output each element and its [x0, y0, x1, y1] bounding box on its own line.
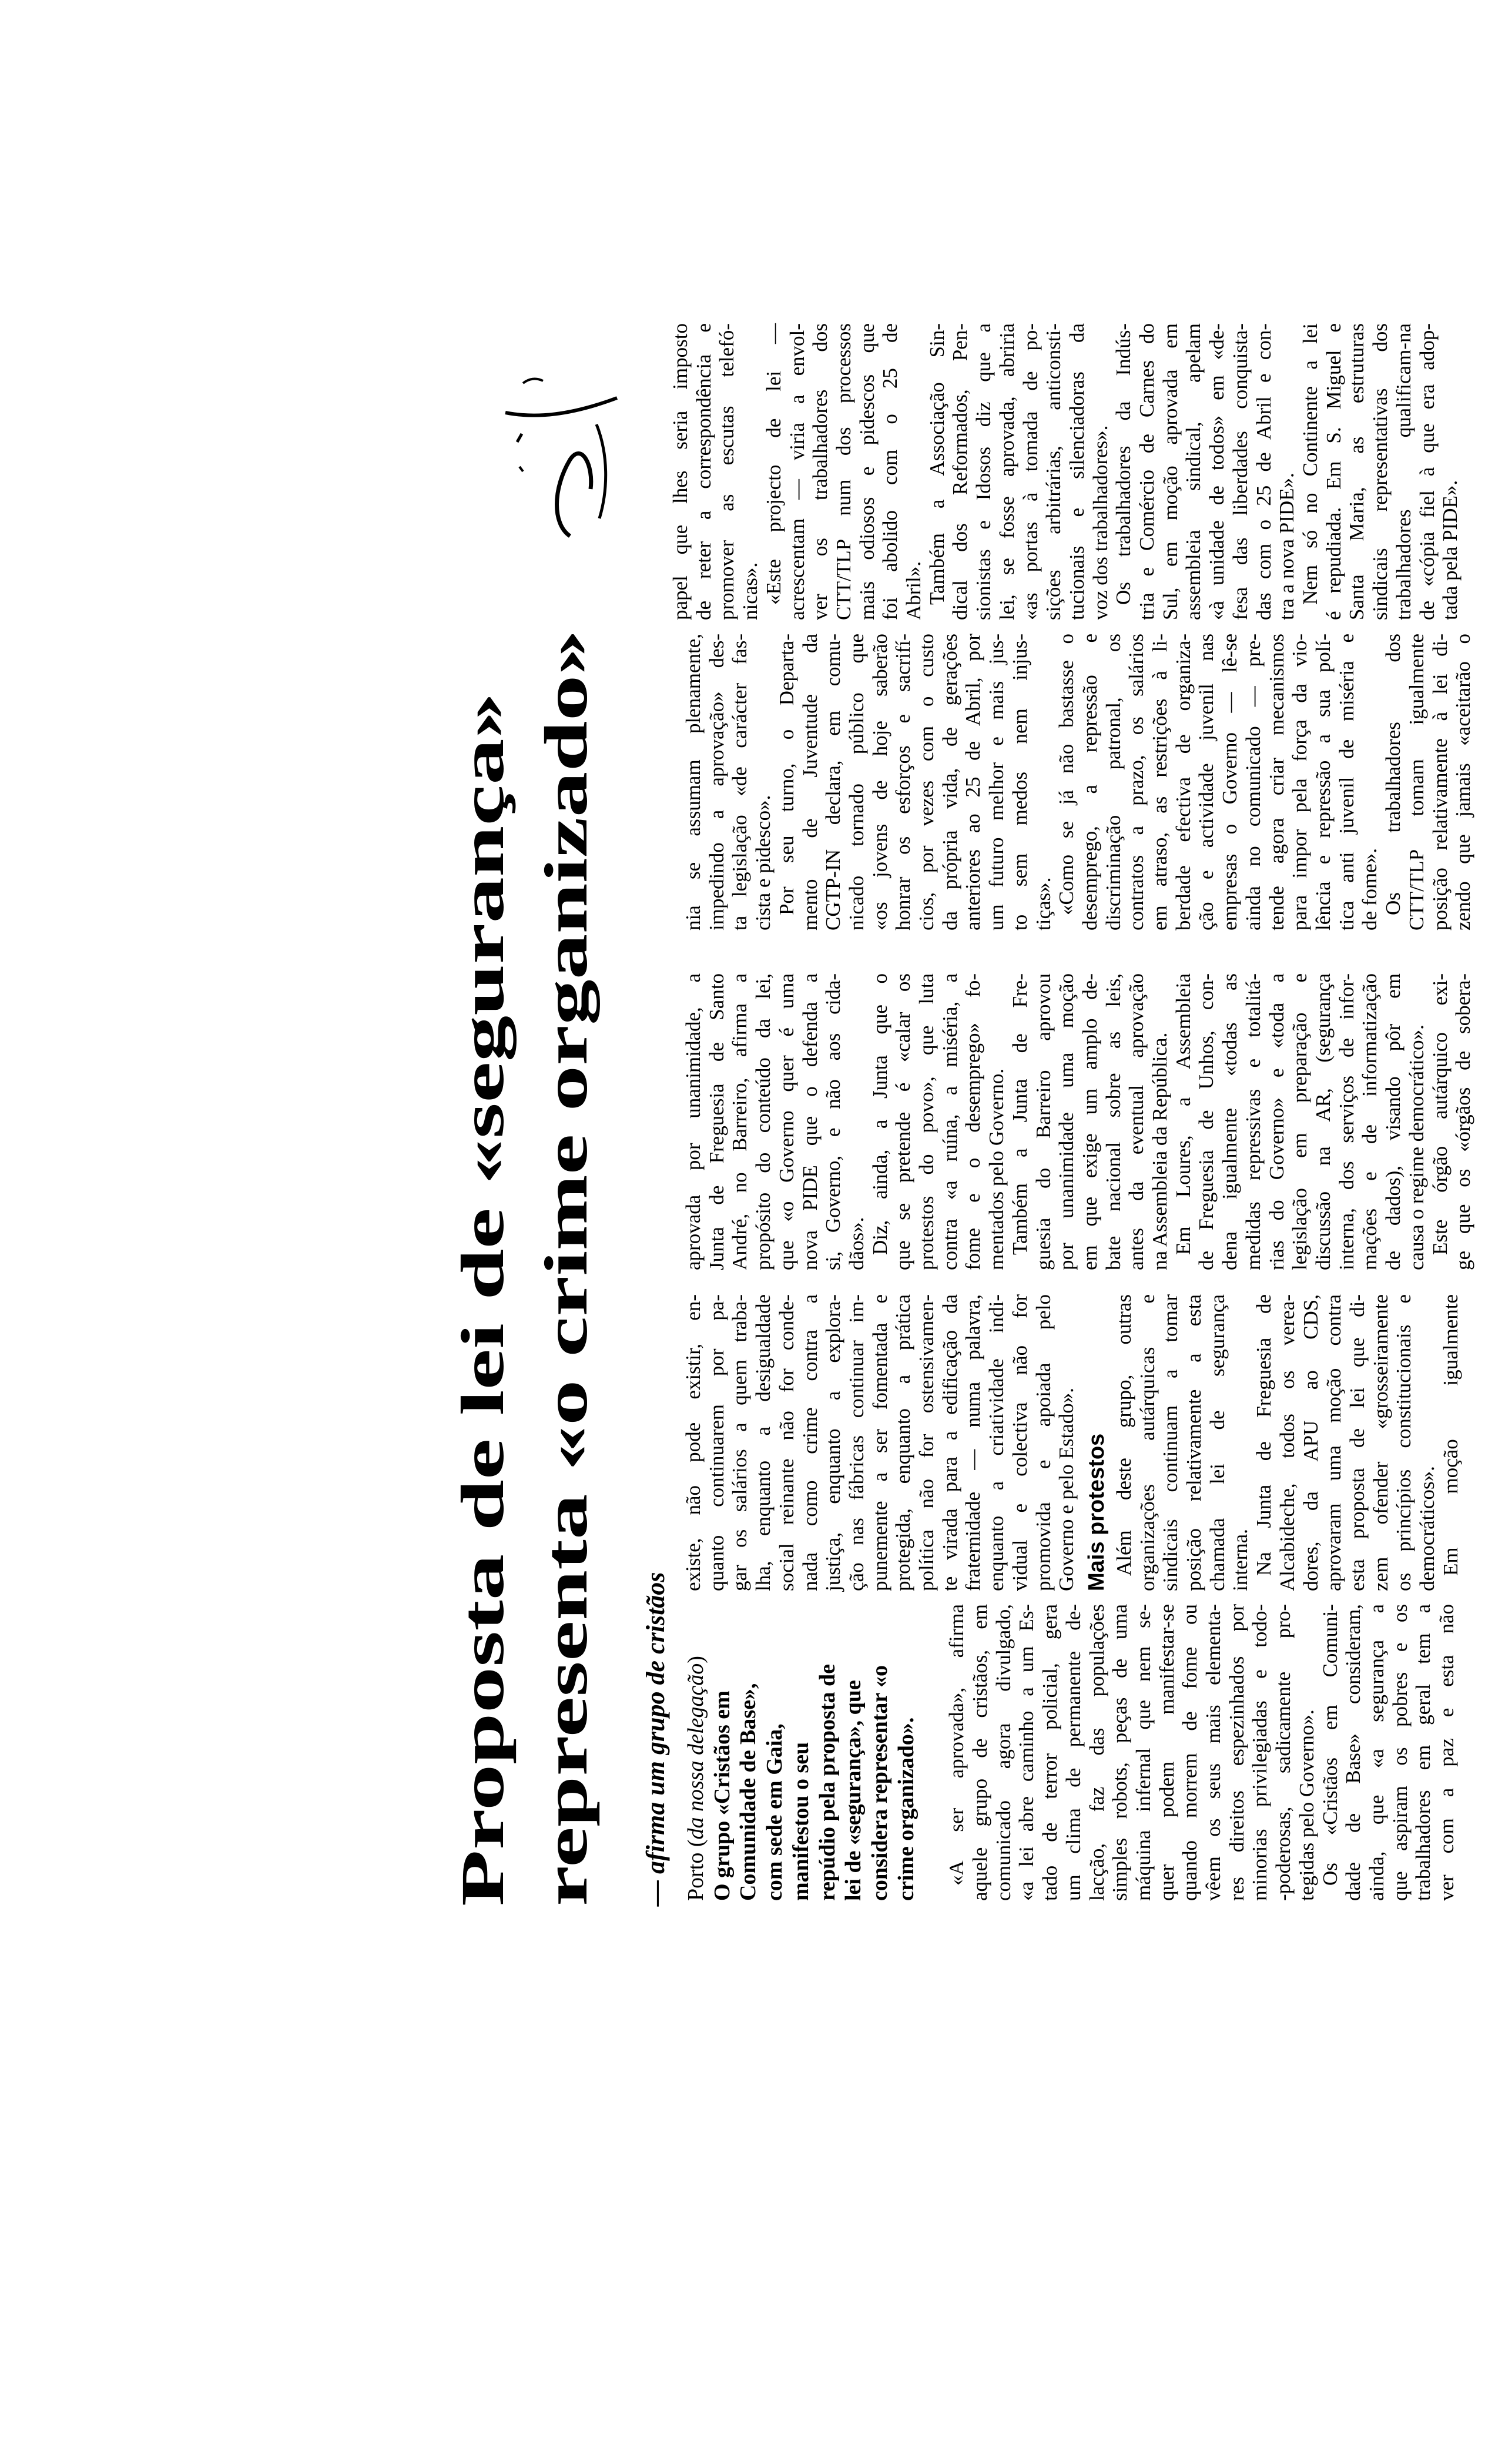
text-line: nicas». [739, 562, 762, 620]
text-line: aquele grupo de cristãos, em [968, 1604, 992, 1901]
text-line: ainda, que «a segurança a [1365, 1604, 1388, 1901]
text-line: promover as escutas telefó- [715, 323, 739, 620]
text-line: CTT/TLP tomam igualmente [1405, 634, 1428, 930]
text-line: de «cópia fiel à que era adop- [1415, 323, 1439, 620]
text-line: Também a Associação Sin- [925, 323, 948, 605]
text-line: ge que os «órgãos de sobera- [1452, 973, 1475, 1270]
text-line: fraternidade — numa palavra, [961, 1294, 985, 1591]
text-line: quer podem manifestar-se [1155, 1604, 1178, 1901]
text-line: Também a Junta de Fre- [1008, 973, 1031, 1255]
paragraph [1439, 1294, 1463, 1591]
text-line: mento de Juventude da [798, 634, 822, 930]
headline-line-2: representa «o crime organizado» [532, 1051, 600, 1906]
text-line: medidas repressivas e totalitá- [1241, 973, 1265, 1270]
lead-line: crime organizado». [893, 1717, 919, 1901]
column-body [682, 973, 1475, 1270]
text-line: dãos». [844, 1217, 868, 1270]
text-line: ver os trabalhadores dos [809, 323, 832, 620]
text-line: contratos a prazo, os salários [1125, 634, 1148, 930]
column-body [945, 1604, 1458, 1901]
article-column-2 [682, 1294, 1463, 1591]
text-line: te virada para a edificação da [938, 1294, 961, 1591]
text-line: simples robots, peças de uma [1108, 1604, 1132, 1901]
text-line: sições arbitrárias, anticonsti- [1042, 323, 1065, 620]
text-line: comunicado agora divulgado, [991, 1604, 1015, 1901]
text-line: chamada lei de segurança [1205, 1294, 1229, 1591]
text-line: ainda no comunicado — pre- [1241, 634, 1265, 930]
lead-lines [709, 1604, 920, 1901]
text-line: «os jovens de hoje saberão [868, 634, 891, 930]
dateline [683, 1604, 709, 1901]
text-line: ta legislação «de carácter fas- [728, 634, 752, 930]
text-line: um clima de permanente de- [1061, 1604, 1085, 1901]
paragraph [775, 634, 1055, 930]
paragraph [762, 323, 926, 620]
text-line: empresas o Governo — lê-se [1218, 634, 1242, 930]
text-line: zendo que jamais «aceitarão o [1452, 634, 1475, 930]
text-line: os princípios constitucionais e [1392, 1294, 1416, 1591]
text-line: Alcabideche, todos os verea- [1275, 1294, 1299, 1591]
text-line: zem ofender «grosseiramente [1369, 1294, 1392, 1591]
text-line: social reinante não for conde- [775, 1294, 798, 1591]
text-line: Este órgão autárquico exi- [1428, 973, 1452, 1255]
text-line: sindicais continuam a tomar [1159, 1294, 1182, 1591]
paragraph [869, 973, 1008, 1270]
paragraph [1429, 973, 1475, 1270]
handwritten-mark [482, 360, 641, 560]
text-line: nicado tornado público que [844, 634, 868, 930]
text-line: dical dos Reformados, Pen- [948, 323, 972, 620]
text-line: esta proposta de lei que di- [1345, 1294, 1369, 1591]
dateline-place: Porto ( [683, 1839, 708, 1901]
text-line: dena igualmente «todas as [1218, 973, 1242, 1270]
text-line: assembleia sindical, apelam [1182, 323, 1205, 620]
paragraph [682, 1294, 1078, 1591]
text-line: cista e pidesco». [752, 795, 775, 930]
text-line: tucionais e silenciadoras da [1065, 323, 1088, 620]
article-column-1 [683, 1604, 1459, 1901]
text-line: por unanimidade uma moção [1055, 973, 1078, 1270]
paragraph [682, 973, 869, 1270]
dateline-credit: da nossa delegação [683, 1663, 708, 1840]
article-column-5 [669, 323, 1462, 620]
text-line: de Freguesia de Unhos, con- [1195, 973, 1218, 1270]
text-line: anteriores ao 25 de Abril, por [961, 634, 985, 930]
text-line: Por seu turno, o Departa- [775, 634, 798, 915]
text-line: democráticos». [1416, 1466, 1439, 1591]
text-line: Em moção igualmente [1439, 1294, 1462, 1576]
dateline-close: ) [683, 1656, 708, 1663]
paragraph [1112, 323, 1299, 620]
text-line: para impor pela força da vio- [1288, 634, 1312, 930]
text-line: impedindo a aprovação» des- [705, 634, 728, 930]
text-line: honrar os esforços e sacrifí- [891, 634, 915, 930]
text-line: tegidas pelo Governo». [1295, 1709, 1318, 1901]
text-line: trabalhadores em geral tem a [1412, 1604, 1435, 1901]
text-line: sionistas e Idosos diz que a [972, 323, 995, 620]
column-body [682, 1294, 1463, 1591]
text-line: de reter a correspondência e [692, 323, 715, 620]
text-line: da própria vida, de gerações [938, 634, 961, 930]
text-line: mais odiosos e pidescos que [855, 323, 879, 620]
text-line: em que exige um amplo de- [1078, 973, 1101, 1270]
lead-line: com sede em Gaia, [762, 1723, 787, 1901]
text-line: interna, dos serviços de infor- [1335, 973, 1358, 1270]
lead-line: repúdio pela proposta de [814, 1664, 840, 1901]
text-line: nada como crime contra a [798, 1294, 822, 1591]
text-line: Os «Cristãos em Comuni- [1318, 1604, 1342, 1886]
article-column-4 [682, 634, 1475, 930]
text-line: CGTP-IN declara, em comu- [822, 634, 845, 930]
text-line: que aspiram os pobres e os [1388, 1604, 1412, 1901]
headline-line-1: Proposta de lei de «segurança» [449, 1102, 517, 1906]
text-line: de dados), visando pôr em [1382, 973, 1405, 1270]
text-line: tiças». [1031, 877, 1055, 930]
text-line: aprovaram uma moção contra [1322, 1294, 1346, 1591]
text-line: protegida, enquanto a prática [891, 1294, 915, 1591]
text-line: é repudiada. Em S. Miguel e [1322, 323, 1345, 620]
lead-line: O grupo «Cristãos em [709, 1690, 735, 1901]
text-line: interna. [1229, 1529, 1252, 1591]
text-line: -poderosas, sadicamente pro- [1272, 1604, 1295, 1901]
text-line: «as portas à tomada de po- [1018, 323, 1042, 620]
text-line: promovida e apoiada pelo [1031, 1294, 1055, 1591]
text-line: guesia do Barreiro aprovou [1031, 973, 1055, 1270]
text-line: ção e actividade juvenil nas [1195, 634, 1218, 930]
text-line: que se pretende é «calar os [891, 973, 915, 1270]
text-line: rias do Governo» e «toda a [1265, 973, 1288, 1270]
text-line: vidual e colectiva não for [1008, 1294, 1031, 1591]
text-line: «Este projecto de lei — [762, 323, 785, 605]
text-line: política não for ostensivamen- [915, 1294, 938, 1591]
text-line: berdade efectiva de organiza- [1171, 634, 1195, 930]
text-line: bate nacional sobre as leis, [1101, 973, 1125, 1270]
lead-line: Comunidade de Base», [736, 1683, 761, 1901]
column-body [682, 634, 1475, 930]
text-line: Junta de Freguesia de Santo [705, 973, 728, 1270]
paragraph [1055, 634, 1382, 930]
article-column-3 [682, 973, 1475, 1270]
text-line: na Assembleia da República. [1148, 1032, 1172, 1270]
text-line: dores, da APU ao CDS, [1299, 1294, 1322, 1591]
text-line: contra «a ruína, a miséria, a [938, 973, 961, 1270]
text-line: Diz, ainda, a Junta que o [868, 973, 891, 1255]
text-line: Santa Maria, as estruturas [1345, 323, 1369, 620]
text-line: que «o Governo quer é uma [775, 973, 798, 1270]
text-line: minorias privilegiadas e todo- [1248, 1604, 1272, 1901]
text-line: tra a nova PIDE». [1275, 473, 1299, 620]
text-line: tria e Comércio de Carnes do [1135, 323, 1159, 620]
text-line: mentados pelo Governo. [985, 1068, 1008, 1270]
text-line: lência e repressão a sua polí- [1311, 634, 1335, 930]
text-line: aprovada por unanimidade, a [682, 973, 705, 1270]
paragraph [1112, 1294, 1252, 1591]
text-line: res direitos espezinhados por [1225, 1604, 1248, 1901]
text-line: «a lei abre caminho a um Es- [1015, 1604, 1038, 1901]
paragraph [1382, 634, 1475, 930]
text-line: cios, por vezes com o custo [915, 634, 938, 930]
text-line: tica anti juvenil de miséria e [1335, 634, 1358, 930]
text-line: Em Loures, a Assembleia [1171, 973, 1195, 1255]
text-line: lei, se fosse aprovada, abriria [995, 323, 1018, 620]
text-line: protestos do povo», que luta [915, 973, 938, 1270]
text-line: discriminação patronal, os [1101, 634, 1125, 930]
paragraph [1008, 973, 1172, 1270]
text-line: fesa das liberdades conquista- [1228, 323, 1252, 620]
text-line: papel que lhes seria imposto [669, 323, 692, 620]
text-line: legislação em preparação e [1288, 973, 1312, 1270]
text-line: acrescentam — viria a envol- [785, 323, 809, 620]
lead-line: considera representar «o [867, 1665, 892, 1901]
text-line: discussão na AR, (segurança [1311, 973, 1335, 1270]
text-line: Os trabalhadores da Indús- [1112, 323, 1135, 605]
text-line: existe, não pode existir, en- [682, 1294, 705, 1591]
text-line: fome e o desemprego» fo- [961, 973, 985, 1270]
text-line: sindicais representativas dos [1369, 323, 1392, 620]
text-line: to sem medos nem injus- [1008, 634, 1031, 930]
paragraph [945, 1604, 1318, 1901]
text-line: das com o 25 de Abril e con- [1252, 323, 1275, 620]
text-line: nia se assumam plenamente, [682, 634, 705, 930]
text-line: «A ser aprovada», afirma [945, 1604, 968, 1886]
text-line: um futuro melhor e mais jus- [985, 634, 1008, 930]
text-line: desemprego, a repressão e [1078, 634, 1101, 930]
text-line: antes da eventual aprovação [1125, 973, 1148, 1270]
text-line: ver com a paz e esta não [1435, 1604, 1459, 1901]
text-line: nova PIDE que o defenda a [798, 973, 822, 1270]
text-line: organizações autárquicas e [1135, 1294, 1159, 1591]
text-line: de fome». [1358, 848, 1382, 930]
text-line: punemente a ser fomentada e [868, 1294, 891, 1591]
text-line: Os trabalhadores dos [1382, 634, 1405, 915]
text-line: quanto continuarem por pa- [705, 1294, 728, 1591]
text-line: em atraso, as restrições à li- [1148, 634, 1172, 930]
paragraph [1252, 1294, 1439, 1591]
text-line: posição relativamente à lei di- [1428, 634, 1452, 930]
text-line: Além deste grupo, outras [1112, 1294, 1135, 1576]
text-line: tende agora criar mecanismos [1265, 634, 1288, 930]
column-body [669, 323, 1462, 620]
text-line: ção nas fábricas continuar im- [844, 1294, 868, 1591]
paragraph [926, 323, 1112, 620]
paragraph [1299, 323, 1462, 620]
text-line: Na Junta de Freguesia de [1252, 1294, 1276, 1576]
paragraph [669, 323, 762, 620]
text-line: «à unidade de todos» em «de- [1205, 323, 1229, 620]
paragraph [1172, 973, 1429, 1270]
text-line: CTT/TLP num dos processos [832, 323, 855, 620]
text-line: Sul, em moção aprovada em [1158, 323, 1182, 620]
text-line: lacção, faz das populações [1085, 1604, 1108, 1901]
text-line: tado de terror policial, gera [1038, 1604, 1062, 1901]
text-line: propósito do conteúdo da lei, [752, 973, 775, 1270]
text-line: André, no Barreiro, afirma a [728, 973, 752, 1270]
text-line: gar os salários a quem traba- [728, 1294, 752, 1591]
text-line: dade de Base» consideram, [1342, 1604, 1365, 1901]
text-line: causa o regime democrático». [1405, 1025, 1428, 1270]
text-line: foi abolido com o 25 de [879, 323, 902, 620]
text-line: si, Governo, e não aos cida- [822, 973, 845, 1270]
text-line: quando morrem de fome ou [1178, 1604, 1202, 1901]
subheadline: — afirma um grupo de cristãos [641, 1572, 670, 1906]
text-line: posição relativamente a esta [1182, 1294, 1206, 1591]
lead-line: lei de «segurança», que [841, 1680, 866, 1901]
lead-paragraph [683, 1604, 919, 1901]
text-line: vêem os seus mais elementa- [1202, 1604, 1225, 1901]
text-line: Governo e pelo Estado». [1055, 1387, 1078, 1591]
text-line: lha, enquanto a desigualdade [752, 1294, 775, 1591]
text-line: voz dos trabalhadores». [1088, 425, 1112, 620]
text-line: tada pela PIDE». [1439, 480, 1462, 620]
lead-line: manifestou o seu [788, 1742, 813, 1901]
section-heading: Mais protestos [1084, 1433, 1109, 1591]
paragraph [682, 634, 775, 930]
paragraph [1319, 1604, 1459, 1901]
text-line: Abril». [902, 561, 926, 620]
text-line: enquanto a criatividade indi- [985, 1294, 1008, 1591]
text-line: justiça, enquanto a explora- [822, 1294, 845, 1591]
text-line: máquina infernal que nem se- [1131, 1604, 1155, 1901]
text-line: «Como se já não bastasse o [1055, 634, 1078, 915]
text-line: trabalhadores qualificam-na [1392, 323, 1415, 620]
text-line: mações e de informatização [1358, 973, 1382, 1270]
text-line: Nem só no Continente a lei [1298, 323, 1322, 605]
